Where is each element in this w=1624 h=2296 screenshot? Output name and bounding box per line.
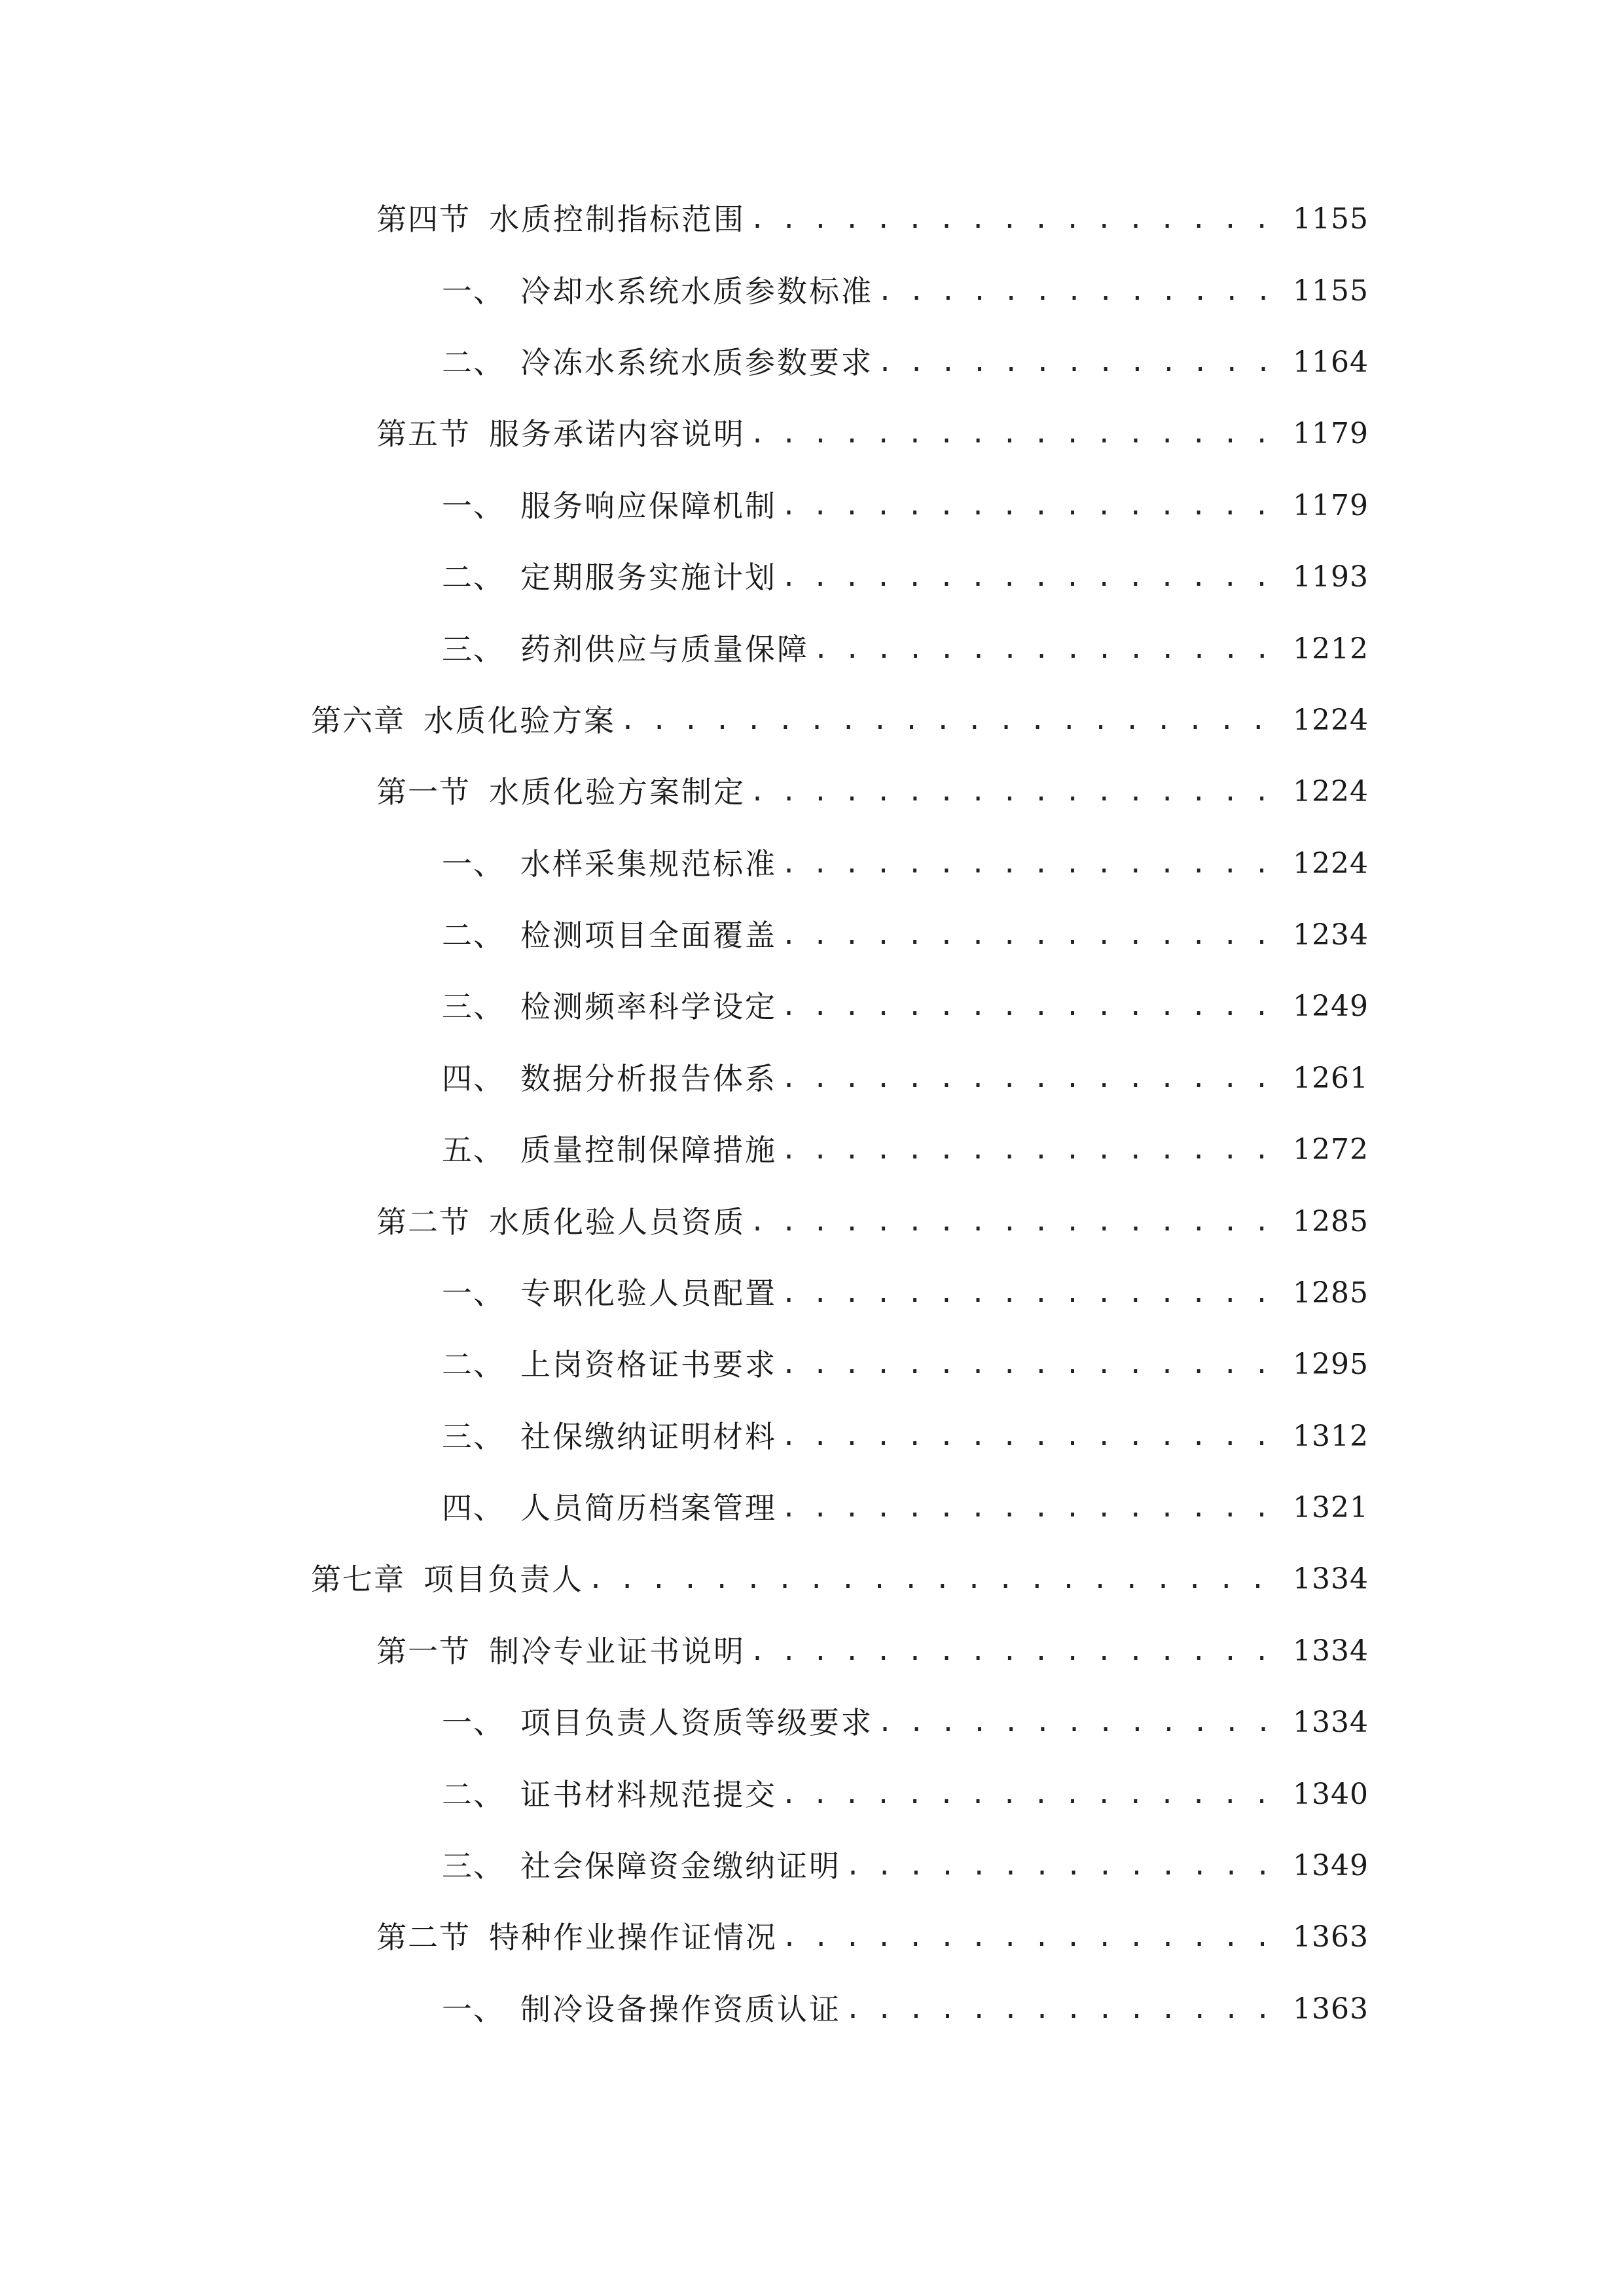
toc-entry-page: 1272: [1293, 1133, 1369, 1166]
toc-entry-title: 药剂供应与质量保障: [520, 632, 809, 667]
toc-entry-item[interactable]: [442, 1983, 1369, 2036]
toc-entry-number: 第一节: [376, 774, 471, 810]
dot-leader: [781, 1267, 1281, 1319]
toc-entry-page: 1363: [1293, 1992, 1369, 2026]
toc-entry-page: 1340: [1293, 1778, 1369, 1811]
toc-entry-page: 1179: [1293, 417, 1369, 450]
toc-entry-number: 四、: [442, 1061, 505, 1096]
toc-entry-page: 1249: [1293, 990, 1369, 1023]
dot-leader: [845, 1983, 1281, 2036]
toc-entry-item[interactable]: [442, 623, 1369, 675]
toc-entry-page: 1285: [1293, 1205, 1369, 1238]
toc-entry-item[interactable]: [442, 480, 1369, 532]
dot-leader: [588, 1553, 1281, 1605]
toc-entry-chapter[interactable]: [311, 694, 1369, 747]
toc-entry-title: 制冷专业证书说明: [489, 1634, 746, 1669]
toc-entry-page: 1295: [1293, 1348, 1369, 1381]
toc-entry-number: 三、: [442, 989, 505, 1024]
toc-entry-title: 人员简历档案管理: [520, 1490, 777, 1526]
toc-entry-item[interactable]: [442, 980, 1369, 1033]
toc-entry-title: 水样采集规范标准: [520, 846, 777, 882]
dot-leader: [781, 1410, 1281, 1463]
toc-entry-item[interactable]: [442, 1768, 1369, 1821]
toc-entry-page: 1334: [1293, 1706, 1369, 1739]
dot-leader: [749, 408, 1281, 460]
toc-entry-item[interactable]: [442, 1410, 1369, 1463]
toc-entry-page: 1363: [1293, 1920, 1369, 1954]
dot-leader: [781, 1124, 1281, 1176]
toc-entry-number: 一、: [442, 1992, 505, 2027]
toc-entry-page: 1155: [1293, 202, 1369, 236]
toc-entry-number: 第一节: [376, 1634, 471, 1669]
toc-entry-page: 1261: [1293, 1062, 1369, 1095]
toc-entry-number: 三、: [442, 632, 505, 667]
dot-leader: [877, 1696, 1281, 1749]
toc-entry-number: 第五节: [376, 416, 471, 452]
toc-entry-section[interactable]: [376, 193, 1369, 245]
toc-entry-page: 1312: [1293, 1420, 1369, 1453]
dot-leader: [781, 838, 1281, 890]
toc-entry-title: 服务响应保障机制: [520, 488, 777, 524]
toc-entry-title: 检测项目全面覆盖: [520, 918, 777, 953]
toc-entry-page: 1285: [1293, 1276, 1369, 1310]
toc-entry-page: 1212: [1293, 632, 1369, 666]
toc-entry-number: 三、: [442, 1848, 505, 1884]
toc-entry-title: 社会保障资金缴纳证明: [520, 1848, 841, 1884]
dot-leader: [877, 336, 1281, 389]
toc-entry-title: 水质化验方案制定: [489, 774, 746, 810]
dot-leader: [781, 480, 1281, 532]
toc-entry-item[interactable]: [442, 1338, 1369, 1391]
toc-entry-number: 第二节: [376, 1920, 471, 1955]
toc-entry-page: 1224: [1293, 847, 1369, 880]
dot-leader: [781, 1482, 1281, 1534]
toc-entry-title: 项目负责人资质等级要求: [520, 1705, 873, 1740]
toc-entry-page: 1155: [1293, 274, 1369, 308]
toc-entry-page: 1164: [1293, 346, 1369, 379]
toc-entry-title: 冷却水系统水质参数标准: [520, 274, 873, 309]
dot-leader: [781, 551, 1281, 603]
dot-leader: [877, 265, 1281, 317]
dot-leader: [781, 1768, 1281, 1821]
toc-entry-number: 二、: [442, 345, 505, 380]
toc-entry-title: 证书材料规范提交: [520, 1777, 777, 1812]
dot-leader: [620, 694, 1281, 747]
dot-leader: [781, 980, 1281, 1033]
toc-entry-chapter[interactable]: [311, 1553, 1369, 1605]
toc-entry-number: 四、: [442, 1490, 505, 1526]
toc-entry-item[interactable]: [442, 551, 1369, 603]
toc-entry-page: 1224: [1293, 704, 1369, 737]
toc-entry-page: 1321: [1293, 1491, 1369, 1524]
toc-entry-page: 1334: [1293, 1634, 1369, 1668]
toc-entry-number: 二、: [442, 918, 505, 953]
toc-entry-title: 专职化验人员配置: [520, 1276, 777, 1311]
toc-entry-page: 1179: [1293, 489, 1369, 522]
toc-entry-section[interactable]: [376, 1625, 1369, 1677]
toc-entry-item[interactable]: [442, 1267, 1369, 1319]
toc-entry-number: 一、: [442, 488, 505, 524]
toc-entry-title: 数据分析报告体系: [520, 1061, 777, 1096]
toc-entry-number: 二、: [442, 1777, 505, 1812]
toc-entry-item[interactable]: [442, 265, 1369, 317]
toc-entry-title: 水质化验人员资质: [489, 1204, 746, 1240]
toc-entry-number: 第二节: [376, 1204, 471, 1240]
toc-entry-item[interactable]: [442, 1482, 1369, 1534]
dot-leader: [749, 193, 1281, 245]
toc-entry-title: 项目负责人: [424, 1562, 584, 1597]
toc-entry-item[interactable]: [442, 1840, 1369, 1892]
toc-entry-title: 制冷设备操作资质认证: [520, 1992, 841, 2027]
dot-leader: [845, 1840, 1281, 1892]
toc-entry-section[interactable]: [376, 1196, 1369, 1248]
dot-leader: [781, 909, 1281, 961]
toc-entry-number: 一、: [442, 1705, 505, 1740]
toc-entry-title: 定期服务实施计划: [520, 560, 777, 595]
toc-entry-number: 一、: [442, 274, 505, 309]
toc-entry-number: 一、: [442, 1276, 505, 1311]
toc-entry-title: 冷冻水系统水质参数要求: [520, 345, 873, 380]
toc-entry-title: 社保缴纳证明材料: [520, 1419, 777, 1454]
toc-entry-page: 1349: [1293, 1849, 1369, 1882]
toc-entry-section[interactable]: [376, 408, 1369, 460]
toc-entry-item[interactable]: [442, 909, 1369, 961]
dot-leader: [781, 1052, 1281, 1105]
toc-entry-number: 二、: [442, 560, 505, 595]
toc-entry-number: 第六章: [311, 703, 405, 738]
toc-entry-title: 上岗资格证书要求: [520, 1347, 777, 1382]
toc-entry-title: 质量控制保障措施: [520, 1132, 777, 1168]
toc-entry-title: 检测频率科学设定: [520, 989, 777, 1024]
dot-leader: [749, 1625, 1281, 1677]
dot-leader: [782, 1911, 1281, 1964]
toc-entry-title: 特种作业操作证情况: [489, 1920, 778, 1955]
toc-entry-number: 第四节: [376, 202, 471, 237]
toc-entry-item[interactable]: [442, 1124, 1369, 1176]
toc-entry-number: 三、: [442, 1419, 505, 1454]
toc-entry-section[interactable]: [376, 1911, 1369, 1964]
toc-entry-page: 1193: [1293, 560, 1369, 594]
dot-leader: [749, 766, 1281, 818]
dot-leader: [813, 623, 1281, 675]
toc-entry-section[interactable]: [376, 766, 1369, 818]
toc-entry-page: 1334: [1293, 1562, 1369, 1596]
toc-entry-number: 第七章: [311, 1562, 405, 1597]
dot-leader: [749, 1196, 1281, 1248]
toc-entry-item[interactable]: [442, 838, 1369, 890]
toc-entry-title: 水质控制指标范围: [489, 202, 746, 237]
toc-entry-item[interactable]: [442, 1052, 1369, 1105]
toc-entry-number: 二、: [442, 1347, 505, 1382]
toc-entry-item[interactable]: [442, 336, 1369, 389]
toc-entry-number: 一、: [442, 846, 505, 882]
toc-entry-page: 1234: [1293, 918, 1369, 952]
dot-leader: [781, 1338, 1281, 1391]
toc-entry-item[interactable]: [442, 1696, 1369, 1749]
toc-entry-page: 1224: [1293, 775, 1369, 808]
toc-entry-number: 五、: [442, 1132, 505, 1168]
toc-entry-title: 水质化验方案: [424, 703, 616, 738]
toc-entry-title: 服务承诺内容说明: [489, 416, 746, 452]
